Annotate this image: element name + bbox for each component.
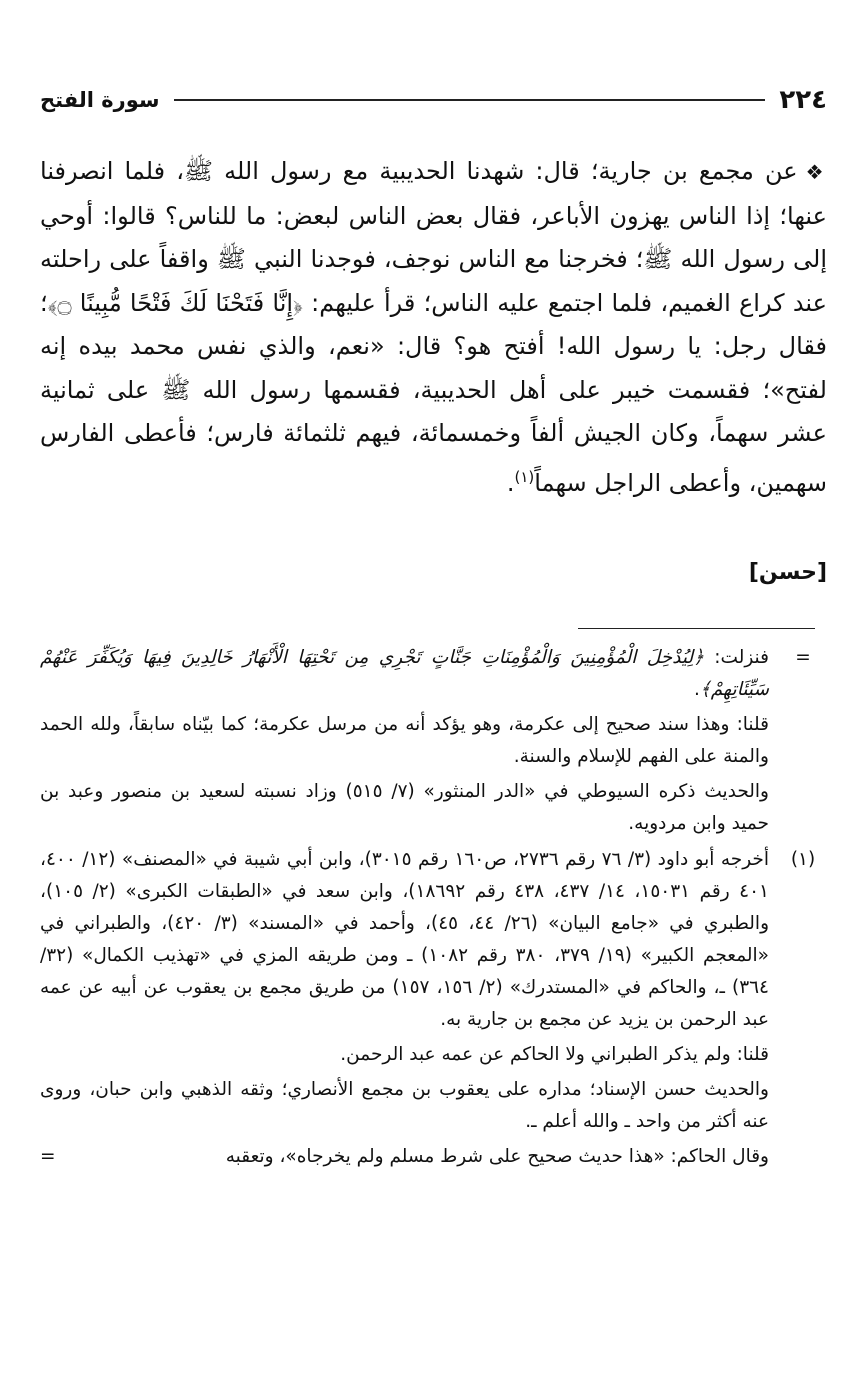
continued-verse-line	[40, 642, 769, 706]
hadith-paragraph	[40, 150, 827, 505]
footnote-divider	[578, 628, 815, 629]
footnote-1-paragraph-3: والحديث حسن الإسناد؛ مداره على يعقوب بن مجمع الأنصاري؛ وثقه الذهبي وابن حبان، وروى عنه أكثر من واحد ـ والله أعلم ـ.	[40, 1079, 769, 1132]
footnote-1-paragraph-1: أخرجه أبو داود (٣/ ٧٦ رقم ٢٧٣٦، ص١٦٠ رقم ٣٠١٥)، وابن أبي شيبة في «المصنف» (١٢/ ٤٠٠، ٤٠١ رقم ١٥٠٣١، ١٤/ ٤٣٧، ٤٣٨ رقم ١٨٦٩٢)، وابن سعد في «الطبقات الكبرى» (٢/ ١٠٥)، والطبري في «جامع البيان» (٢٦/ ٤٤، ٤٥)، وأحمد في «المسند» (٣/ ٤٢٠)، والطبراني في «المعجم الكبير» (١٩/ ٣٧٩، ٣٨٠ رقم ١٠٨٢) ـ ومن طريقه المزي في «تهذيب الكمال» (٣٢/ ٣٦٤) ـ، والحاكم في «المستدرك» (٢/ ١٥٦، ١٥٧) من طريق مجمع بن يعقوب عن أبيه عن عمه عبد الرحمن بن يزيد عن مجمع بن جارية به.	[40, 849, 769, 1030]
footnote-1-marker: (١)	[790, 849, 816, 870]
page-number: ٢٢٤	[779, 85, 827, 115]
continued-end: .	[693, 679, 700, 700]
continued-paragraph-2: والحديث ذكره السيوطي في «الدر المنثور» (٧/ ٥١٥) وزاد نسبته لسعيد بن منصور وعبد بن حميد وابن مردويه.	[40, 781, 769, 834]
page-header	[40, 82, 827, 118]
footnote-ref[interactable]: (١)	[514, 467, 535, 486]
footnote-1-last-text: وقال الحاكم: «هذا حديث صحيح على شرط مسلم ولم يخرجاه»، وتعقبه	[225, 1146, 769, 1167]
continued-paragraph-1: قلنا: وهذا سند صحيح إلى عكرمة، وهو يؤكد أنه من مرسل عكرمة؛ كما بيّناه سابقاً، ولله الحمد والمنة على الفهم للإسلام والسنة.	[40, 714, 769, 767]
hadith-end: .	[506, 468, 515, 497]
header-rule	[174, 99, 766, 101]
hadith-marker-icon: ❖	[805, 160, 827, 184]
footnote-1	[40, 844, 827, 1173]
continued-intro: فنزلت:	[703, 647, 769, 668]
hadith-grade: [حسن]	[748, 560, 827, 585]
footnotes-section	[40, 642, 827, 1177]
footnote-continues-marker: =	[40, 1146, 56, 1167]
hadith-block	[40, 150, 827, 505]
quran-verse: ﴿لِيُدْخِلَ الْمُؤْمِنِينَ وَالْمُؤْمِنَاتِ جَنَّاتٍ تَجْرِي مِن تَحْتِهَا الْأَنْهَارُ خَالِدِينَ فِيهَا وَيُكَفِّرَ عَنْهُمْ سَيِّئَاتِهِمْ﴾	[40, 647, 769, 700]
continued-marker: =	[795, 647, 811, 668]
continued-footnote	[40, 642, 827, 840]
surah-title: سورة الفتح	[40, 88, 160, 112]
footnote-1-paragraph-2: قلنا: ولم يذكر الطبراني ولا الحاكم عن عمه عبد الرحمن.	[340, 1044, 769, 1065]
footnote-1-paragraph-4	[40, 1141, 769, 1173]
hadith-text: عن مجمع بن جارية؛ قال: شهدنا الحديبية مع رسول الله ﷺ، فلما انصرفنا عنها؛ إذا الناس يهزون الأباعر، فقال بعض الناس لبعض: ما للناس؟ قالوا: أوحي إلى رسول الله ﷺ؛ فخرجنا مع الناس نوجف، فوجدنا النبي ﷺ واقفاً على راحلته عند كراع الغميم، فلما اجتمع عليه الناس؛ قرأ عليهم: ﴿إِنَّا فَتَحْنَا لَكَ فَتْحًا مُّبِينًا ۝﴾؛ فقال رجل: يا رسول الله! أفتح هو؟ قال: «نعم، والذي نفس محمد بيده إنه لفتح»؛ فقسمت خيبر على أهل الحديبية، فقسمها رسول الله ﷺ على ثمانية عشر سهماً، وكان الجيش ألفاً وخمسمائة، فيهم ثلثمائة فارس؛ فأعطى الفارس سهمين، وأعطى الراجل سهماً	[40, 157, 827, 497]
